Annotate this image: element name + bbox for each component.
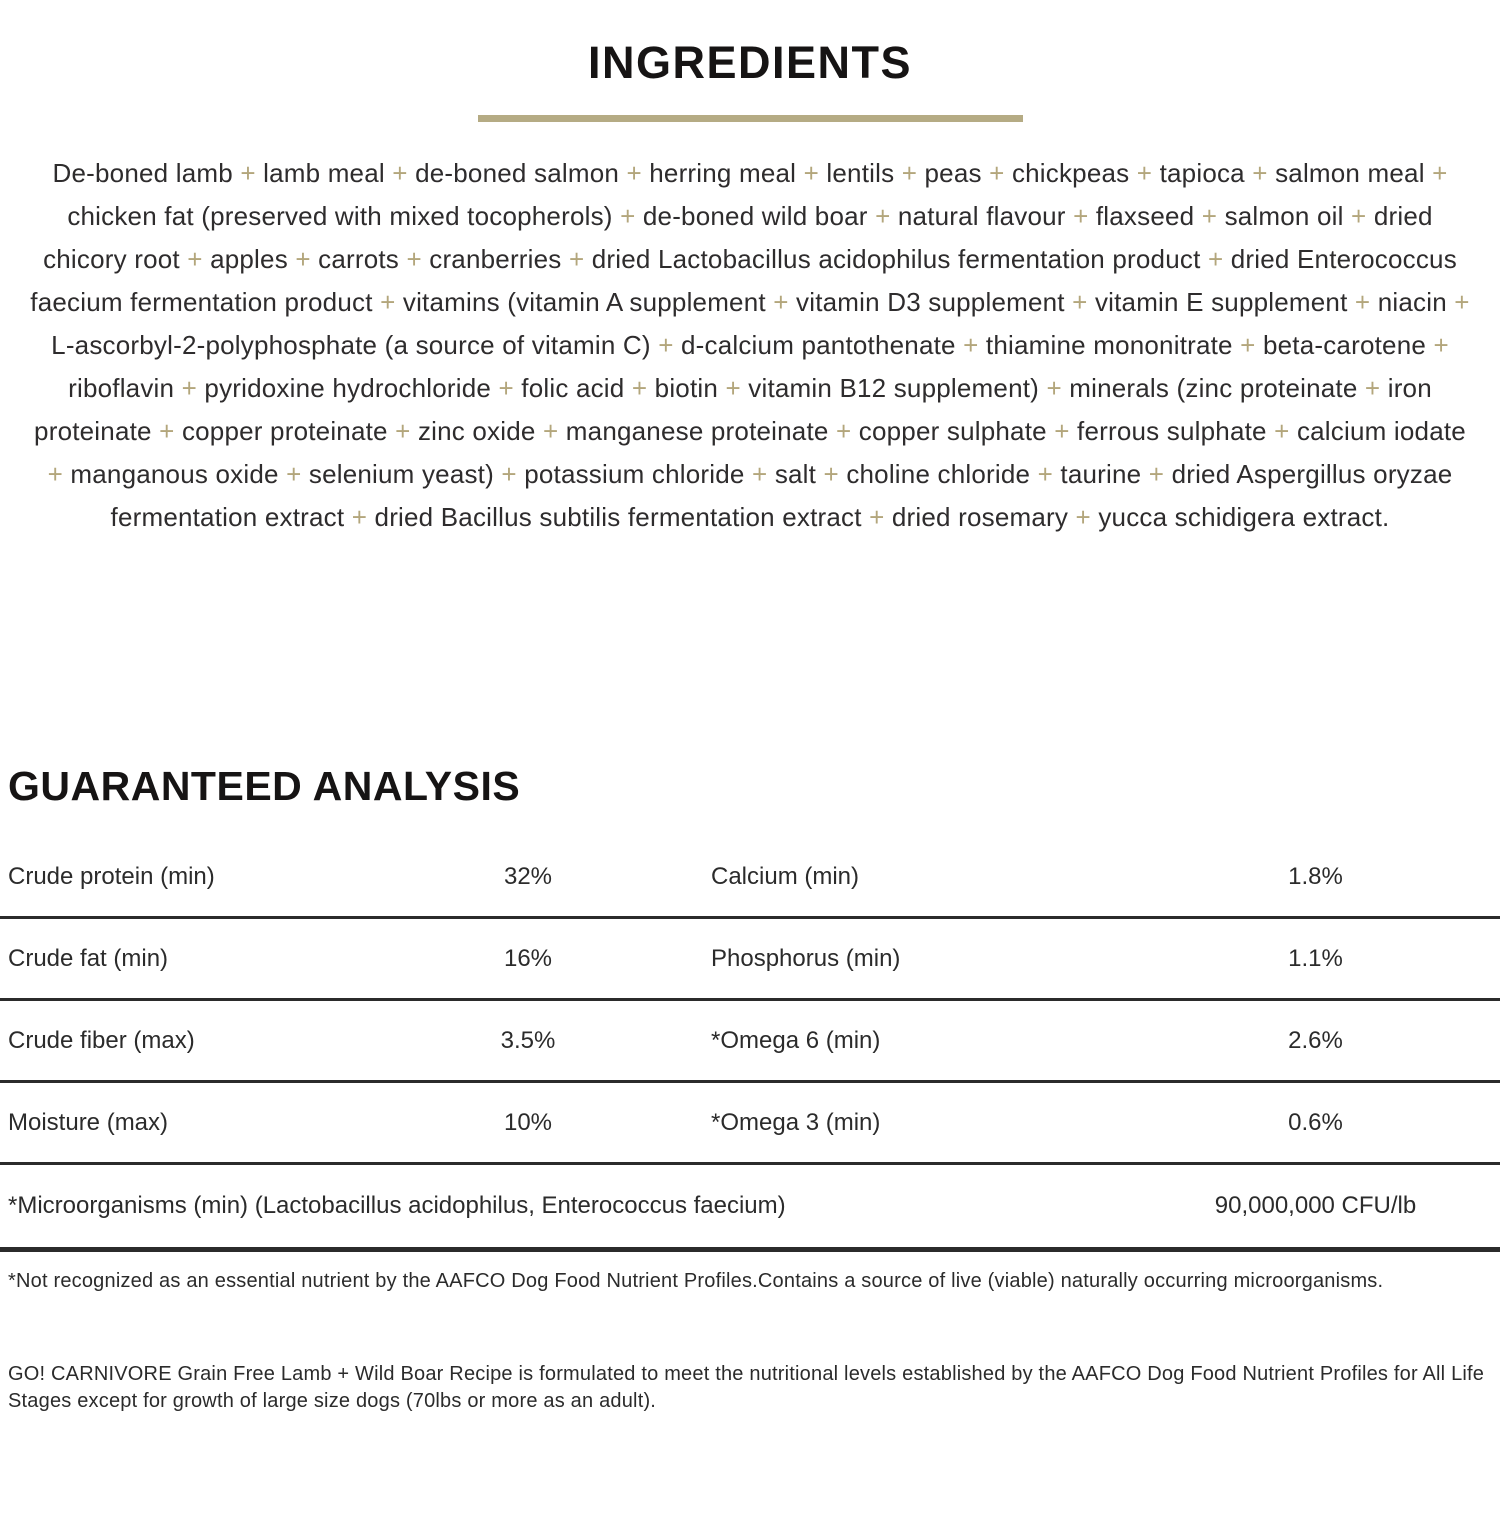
ingredient-item: pyridoxine hydrochloride (204, 373, 492, 403)
plus-separator: + (1424, 158, 1448, 188)
ingredient-item: dried Aspergillus oryzae fermentation extract (110, 459, 1453, 532)
plus-separator: + (981, 158, 1012, 188)
plus-separator: + (287, 244, 319, 274)
analysis-row (0, 919, 1500, 1001)
guaranteed-analysis-section (0, 763, 1500, 1252)
ingredient-item: dried Bacillus subtilis fermentation extract (374, 502, 862, 532)
ingredient-item: dried Enterococcus faecium fermentation product (30, 244, 1457, 317)
plus-separator: + (612, 201, 643, 231)
ingredient-item: tapioca (1159, 158, 1245, 188)
plus-separator: + (650, 330, 681, 360)
analysis-left-value: 3.5% (500, 1026, 556, 1054)
microorganisms-value: 90,000,000 CFU/lb (1214, 1192, 1417, 1219)
analysis-left-label: Moisture (max) (8, 1108, 169, 1136)
plus-separator: + (1030, 459, 1061, 489)
ingredient-item: beta-carotene (1262, 330, 1427, 360)
plus-separator: + (1426, 330, 1449, 360)
analysis-row (0, 837, 1500, 919)
analysis-right-label: Calcium (min) (711, 862, 860, 890)
plus-separator: + (765, 287, 797, 317)
plus-separator: + (1232, 330, 1263, 360)
plus-separator: + (861, 502, 892, 532)
plus-separator: + (1141, 459, 1172, 489)
ingredient-item: lamb meal (263, 158, 385, 188)
ingredient-item: natural flavour (897, 201, 1066, 231)
ingredient-item: vitamin E supplement (1094, 287, 1348, 317)
plus-separator: + (1068, 502, 1099, 532)
ingredient-item: folic acid (521, 373, 625, 403)
plus-separator: + (1343, 201, 1374, 231)
ingredients-section (0, 38, 1500, 539)
ingredient-item: de-boned wild boar (642, 201, 868, 231)
ingredient-item: vitamin B12 supplement) (748, 373, 1040, 403)
ingredient-item: thiamine mononitrate (985, 330, 1233, 360)
ingredient-item: zinc oxide (417, 416, 536, 446)
ingredient-item: salt (774, 459, 817, 489)
ingredient-item: cranberries (429, 244, 562, 274)
plus-separator: + (1039, 373, 1070, 403)
plus-separator: + (372, 287, 403, 317)
plus-separator: + (179, 244, 211, 274)
ingredient-item: riboflavin (68, 373, 175, 403)
ingredient-item: herring meal (649, 158, 797, 188)
analysis-right-value: 1.8% (1288, 862, 1343, 890)
ingredient-item: salmon oil (1224, 201, 1344, 231)
analysis-right-value: 1.1% (1288, 944, 1343, 972)
analysis-right-value: 0.6% (1288, 1108, 1343, 1136)
plus-separator: + (151, 416, 182, 446)
plus-separator: + (619, 158, 650, 188)
plus-separator: + (867, 201, 898, 231)
ingredient-item: chickpeas (1011, 158, 1130, 188)
ingredients-text (30, 152, 1470, 539)
ingredients-title: INGREDIENTS (587, 37, 913, 88)
ingredient-item: flaxseed (1095, 201, 1195, 231)
analysis-table (0, 837, 1500, 1165)
plus-separator: + (624, 373, 655, 403)
analysis-right-label: *Omega 6 (min) (711, 1026, 881, 1054)
ingredient-item: yucca schidigera extract. (1098, 502, 1390, 532)
plus-separator: + (47, 459, 71, 489)
ingredient-item: ferrous sulphate (1077, 416, 1267, 446)
analysis-left-label: Crude protein (min) (8, 862, 215, 890)
analysis-right-label: Phosphorus (min) (711, 944, 901, 972)
plus-separator: + (1266, 416, 1297, 446)
footnote-formulation: GO! CARNIVORE Grain Free Lamb + Wild Boar Recipe is formulated to meet the nutritional levels established by the AAFCO Dog Food Nutrient Profiles for All Life Stages except for growth of large size dogs (70lbs or more as an adult). (8, 1363, 1485, 1412)
analysis-row-microorganisms (0, 1165, 1500, 1252)
ingredient-item: chicken fat (preserved with mixed tocopherols) (67, 201, 613, 231)
ingredient-item: carrots (318, 244, 400, 274)
ingredient-item: d-calcium pantothenate (681, 330, 956, 360)
plus-separator: + (1446, 287, 1470, 317)
plus-separator: + (1064, 287, 1095, 317)
plus-separator: + (1357, 373, 1388, 403)
plus-separator: + (535, 416, 566, 446)
analysis-right-label: *Omega 3 (min) (711, 1108, 881, 1136)
ingredient-item: manganous oxide (70, 459, 279, 489)
ingredient-item: minerals (zinc proteinate (1069, 373, 1358, 403)
ingredient-item: apples (210, 244, 288, 274)
ingredient-item: choline chloride (846, 459, 1031, 489)
ingredient-item: dried rosemary (891, 502, 1069, 532)
ingredient-item: taurine (1060, 459, 1142, 489)
ingredient-item: potassium chloride (524, 459, 745, 489)
plus-separator: + (816, 459, 847, 489)
ingredient-item: niacin (1377, 287, 1447, 317)
plus-separator: + (174, 373, 205, 403)
plus-separator: + (718, 373, 749, 403)
ingredient-item: vitamin D3 supplement (796, 287, 1065, 317)
analysis-left-value: 10% (503, 1108, 553, 1136)
plus-separator: + (1046, 416, 1078, 446)
ingredient-item: salmon meal (1275, 158, 1425, 188)
plus-separator: + (1244, 158, 1276, 188)
plus-separator: + (344, 502, 375, 532)
ingredient-item: iron proteinate (34, 373, 1432, 446)
product-info-page (0, 38, 1500, 1538)
plus-separator: + (1065, 201, 1096, 231)
guaranteed-analysis-title: GUARANTEED ANALYSIS (8, 763, 521, 809)
plus-separator: + (1200, 244, 1231, 274)
ingredient-item: L-ascorbyl-2-polyphosphate (a source of vitamin C) (51, 330, 651, 360)
analysis-row (0, 1001, 1500, 1083)
plus-separator: + (894, 158, 925, 188)
ingredient-item: copper proteinate (181, 416, 388, 446)
ingredient-item: de-boned salmon (415, 158, 620, 188)
ingredient-item: selenium yeast) (308, 459, 494, 489)
gold-divider (478, 115, 1023, 122)
plus-separator: + (387, 416, 418, 446)
ingredient-item: lentils (826, 158, 895, 188)
analysis-row (0, 1083, 1500, 1165)
ingredient-item: dried chicory root (43, 201, 1433, 274)
plus-separator: + (384, 158, 416, 188)
plus-separator: + (399, 244, 430, 274)
plus-separator: + (1347, 287, 1378, 317)
plus-separator: + (278, 459, 309, 489)
plus-separator: + (828, 416, 859, 446)
ingredient-item: biotin (654, 373, 719, 403)
plus-separator: + (493, 459, 525, 489)
microorganisms-label: *Microorganisms (min) (Lactobacillus acidophilus, Enterococcus faecium) (8, 1192, 786, 1219)
plus-separator: + (1194, 201, 1225, 231)
plus-separator: + (1129, 158, 1160, 188)
ingredient-item: peas (924, 158, 982, 188)
analysis-right-value: 2.6% (1288, 1026, 1343, 1054)
footnote-aafco-nutrient: *Not recognized as an essential nutrient by the AAFCO Dog Food Nutrient Profiles.Contains a source of live (viable) naturally occurring microorganisms. (8, 1270, 1384, 1292)
plus-separator: + (561, 244, 592, 274)
plus-separator: + (796, 158, 827, 188)
ingredient-item: De-boned lamb (52, 158, 233, 188)
analysis-left-label: Crude fiber (max) (8, 1026, 195, 1054)
ingredient-item: calcium iodate (1296, 416, 1466, 446)
plus-separator: + (955, 330, 986, 360)
plus-separator: + (744, 459, 775, 489)
ingredient-item: dried Lactobacillus acidophilus fermentation product (591, 244, 1201, 274)
ingredient-item: vitamins (vitamin A supplement (402, 287, 766, 317)
plus-separator: + (232, 158, 264, 188)
ingredient-item: copper sulphate (858, 416, 1047, 446)
analysis-left-value: 16% (503, 944, 553, 972)
ingredient-item: manganese proteinate (565, 416, 829, 446)
plus-separator: + (491, 373, 522, 403)
analysis-left-value: 32% (503, 862, 553, 890)
analysis-left-label: Crude fat (min) (8, 944, 169, 972)
